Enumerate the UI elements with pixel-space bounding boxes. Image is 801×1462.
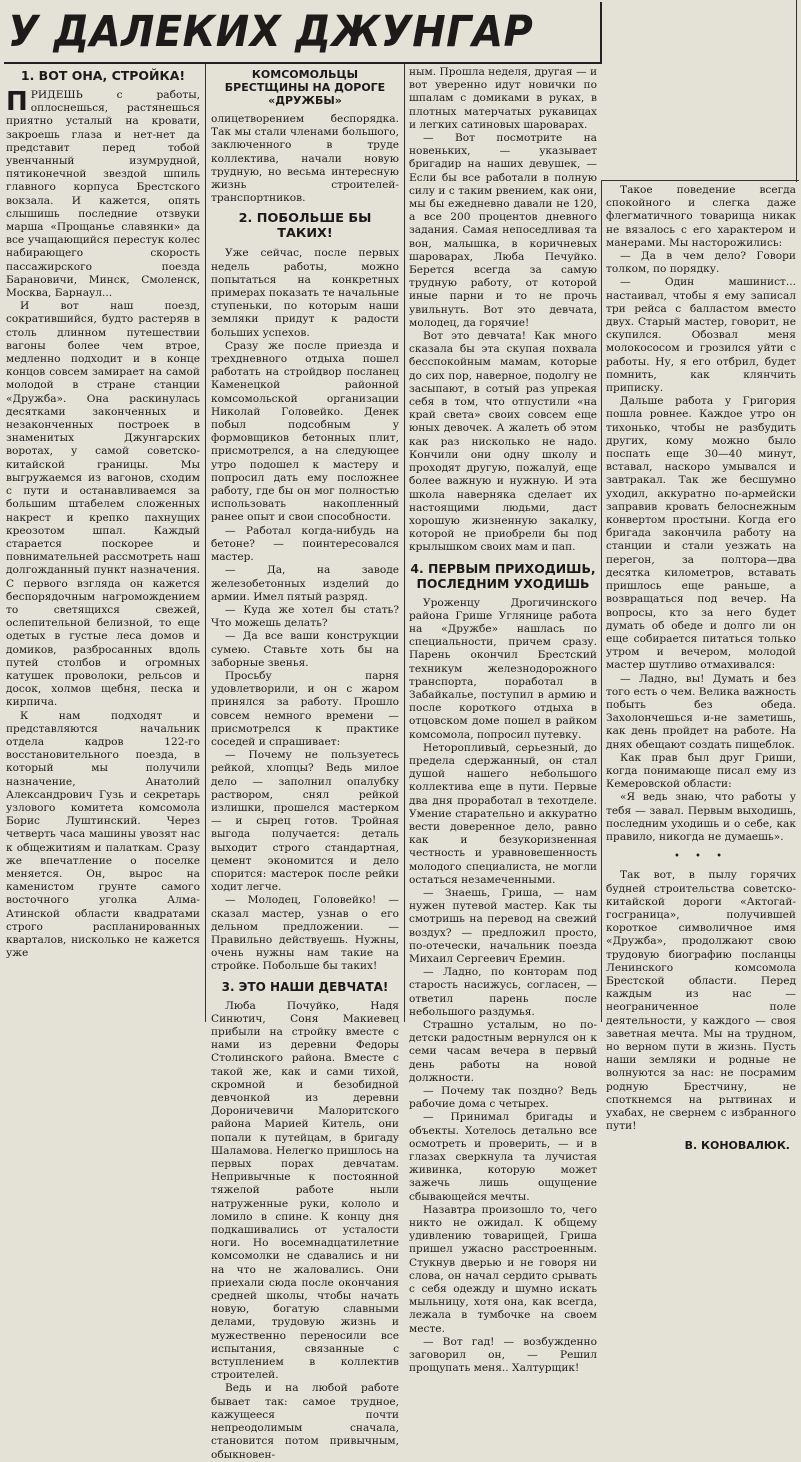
paragraph: олицетворением беспорядка. Так мы стали членами большого, заключенного в труде коллектива, начали новую трудную, но весьма интересную жизнь строителей-транспортников.	[211, 113, 399, 205]
paragraph: — Почему не пользуетесь рейкой, хлопцы? Ведь милое дело — заполнил опалубку раствором, снял рейкой излишки, прошелся мастерком — и сырец готов. Тройная выгода получается: деталь выходит строго стандартная, цемент экономится и дело спорится: мастерок после рейки ходит легче.	[211, 749, 399, 894]
paragraph: Страшно усталым, но по-детски радостным вернулся он к семи часам вечера в первый день работы на новой должности.	[409, 1019, 597, 1084]
paragraph: — Почему так поздно? Ведь рабочие дома с четырех.	[409, 1085, 597, 1111]
paragraph: Так вот, в пылу горячих будней строительства советско-китайской дороги «Актогай-госграница», получившей короткое символичное имя «Дружба», продолжают свою трудовую биографию посланцы Ленинского комсомола Брестской области. Перед каждым из нас — неограниченное поле деятельности, у каждого — своя заветная мечта. Мы на трудном, но верном пути в жизнь. Пусть наши земляки и родные не волнуются за нас: не посрамим родную Брестчину, не споткнемся на рытвинах и ухабах, не свернем с избранного пути!	[606, 869, 796, 1133]
section-1-heading: 1. ВОТ ОНА, СТРОЙКА!	[20, 68, 186, 83]
paragraph: — Вот гад! — возбужденно заговорил он, — Решил прощупать меня.. Халтурщик!	[409, 1335, 597, 1375]
headline: У ДАЛЕКИХ ДЖУНГАР	[8, 7, 534, 57]
paragraph: — Да, на заводе железобетонных изделий до армии. Имел пятый разряд.	[211, 564, 399, 603]
paragraph: Неторопливый, серьезный, до предела сдержанный, он стал душой нашего небольшого коллектива еще в пути. Первые два дня проработал в техотделе. Умение старательно и аккуратно вести доверенное дело, равно как и безукоризненная честность и уравновешенность молодого специалиста, не могли остаться незамеченными.	[409, 741, 597, 886]
paragraph: Ведь и на любой работе бывает так: самое трудное, кажущееся почти непреодолимым сначала, становится потом привычным, обыкновен-	[211, 1382, 399, 1461]
paragraph: Как прав был друг Гриши, когда понимающе писал ему из Кемеровской области:	[606, 751, 796, 791]
section-3-heading: 3. ЭТО НАШИ ДЕВЧАТА!	[221, 979, 389, 994]
paragraph: Люба Почуйко, Надя Синютич, Соня Макиевец прибыли на стройку вместе с нами из деревни Федоры Столинского района. Вместе с такой же, как и сами тихой, скромной и безобидной девчонкой из деревни Дороничевичи Малоритского района Марией Китель, они попали к путейцам, в бригаду Шаламова. Нелегко пришлось на первых порах девчатам. Непривычные к постоянной тяжелой работе ныли натруженные руки, кололо и ломило в спине. К концу дня подкашивались от усталости ноги. Но восемнадцатилетние комсомолки не сдавались и ни на что не жаловались. Они приехали сюда после окончания средней школы, чтобы начать новую, богатую славными делами, трудовую жизнь и мужественно переносили все испытания, связанные с вступлением в коллектив строителей.	[211, 999, 399, 1382]
paragraph: И вот наш поезд, сократившийся, будто растеряв в столь длинном путешествии вагоны более чем втрое, медленно подходит и в конце концов совсем замирает на самой молодой в стране станции «Дружба». Она раскинулась десятками законченных и незаконченных построек в знаменитых Джунгарских воротах, у самой советско-китайской границы. Мы выгружаемся из вагонов, сходим с пути и останавливаемся за большим штабелем сложенных накрест и крепко пахнущих креозотом шпал. Каждый старается поскорее и повнимательней рассмотреть наш долгожданный пункт назначения. С первого взгляда он кажется беспорядочным нагромождением то светящихся свежей, ослепительной белизной, то еще одетых в густые леса домов и домиков, разбросанных вдоль путей столбов и огромных катушек проволоки, рельсов и досок, холмов щебня, песка и кирпича.	[6, 300, 200, 709]
paragraph: «Я ведь знаю, что работы у тебя — завал. Первым выходишь, последним уходишь и о себе, как правило, никогда не думаешь».	[606, 791, 796, 843]
paragraph: — Молодец, Головейко! — сказал мастер, узнав о его дельном предложении. — Правильно действуешь. Нужны, очень нужны нам такие на стройке. Побольше бы таких!	[211, 894, 399, 973]
paragraph: — Куда же хотел бы стать? Что можешь делать?	[211, 603, 399, 630]
paragraph: — Да в чем дело? Говори толком, по порядку.	[606, 250, 796, 276]
paragraph: Сразу же после приезда и трехдневного отдыха пошел работать на стройдвор посланец Каменецкой районной комсомольской организации Николай Головейко. Денек побыл подсобным у формовщиков бетонных плит, присмотрелся, а на следующее утро подошел к мастеру и попросил дать ему посложнее работу, где бы он мог полностью использовать накопленный ранее опыт и свои способности.	[211, 339, 399, 524]
section-1-lead	[6, 89, 200, 300]
paragraph: — Работал когда-нибудь на бетоне? — поинтересовался мастер.	[211, 524, 399, 564]
column-1	[6, 66, 200, 1022]
paragraph: Вот это девчата! Как много сказала бы эта скупая похвала бесспокойным мамам, которые до сих пор, наверное, подолгу не засыпают, в сотый раз упрекая себя в том, что отпустили «на край света» своих совсем еще юных девочек. А жалеть об этом как раз нисколько не надо. Кончили они одну школу и проходят другую, пожалуй, еще более важную и нужную. И эта школа наверняка сделает их настоящими людьми, даст хорошую жизненную закалку, которой не приобрели бы под крылышком своих мам и пап.	[409, 330, 597, 554]
paragraph: Просьбу парня удовлетворили, и он с жаром принялся за работу. Прошло совсем немного времени — присмотрелся к практике соседей и спрашивает:	[211, 669, 399, 748]
column-rule-3	[601, 180, 602, 1022]
paragraph: К нам подходят и представляются начальник отдела кадров 122-го восстановительного поезда, в который мы получили назначение, Анатолий Александрович Гузь и секретарь узлового комитета комсомола Борис Луштинский. Через четверть часа машины увозят нас к общежитиям и палаткам. Сразу же впечатление о поселке меняется. Он, вырос на каменистом грунте самого восточного уголка Алма-Атинской области квадратами строго распланированных кварталов, нисколько не кажется уже	[6, 709, 200, 960]
section-2-heading: 2. ПОБОЛЬШЕ БЫ ТАКИХ!	[238, 211, 372, 242]
column-rule-2	[404, 64, 405, 1022]
paragraph: — Да все ваши конструкции сумею. Ставьте хоть бы на заборные звенья.	[211, 630, 399, 669]
paragraph: Назавтра произошло то, чего никто не ожидал. К общему удивлению товарищей, Гриша пришел ужасно расстроенным. Стукнув дверью и не говоря ни слова, он начал сердито срывать с себя одежду и шумно искать мыльницу, хотя она, как всегда, лежала в тумбочке на своем месте.	[409, 1203, 597, 1335]
paragraph: Дальше работа у Григория пошла ровнее. Каждое утро он тихонько, чтобы не разбудить других, кому можно было поспать еще 30—40 минут, вставал, наскоро умывался и завтракал. Так же бесшумно уходил, аккуратно по-армейски заправив кровать белоснежным конвертом простыни. Когда его бригада закончила работу на станции и стали уезжать на перегон, за полтора—два десятка километров, вставать пришлось еще раньше, а возвращаться под вечер. На вопросы, кто за него будет думать об обеде и долго ли он еще собирается питаться только утром и вечером, молодой мастер шутливо отмахивался:	[606, 395, 796, 672]
paragraph: — Знаешь, Гриша, — нам нужен путевой мастер. Как ты смотришь на перевод на свежий воздух? — предложил просто, по-отечески, начальник поезда Михаил Сергеевич Еремин.	[409, 886, 597, 965]
paragraph: Уроженцу Дрогичинского района Грише Углянице работа на «Дружбе» нашлась по специальности, причем сразу. Парень окончил Брестский техникум железнодорожного транспорта, поработал в Забайкалье, поступил в армию и после короткого отдыха в отцовском доме пошел в райком комсомола, попросил путевку.	[409, 596, 597, 741]
dropcap: П	[6, 87, 28, 117]
paragraph: РИДЕШЬ с работы, оплоснешься, растянешься приятно усталый на кровати, закроешь глаза и нет-нет да представит перед тобой увенчанный изумрудной, пятиконечной звездой шпиль главного корпуса Брестского вокзала. И кажется, опять слышишь последние отзвуки марша «Прощанье славянки» да все учащающийся перестук колес набирающего скорость пассажирского поезда Барановичи, Минск, Смоленск, Москва, Барнаул...	[6, 89, 200, 300]
column-rule-1	[205, 64, 206, 1022]
paragraph: — Ладно, вы! Думать и без того есть о чем. Велика важность побыть без обеда. Захолончешься и-не заметишь, как день пройдет на работе. На днях обещают создать пищеблок.	[606, 672, 796, 751]
paragraph: ным. Прошла неделя, другая — и вот уверенно идут новички по шпалам с домиками в руках, в плотных матерчатых рукавицах и легких сатиновых шароварах.	[409, 66, 597, 131]
paragraph: Уже сейчас, после первых недель работы, можно попытаться на конкретных примерах показать те начальные ступеньки, по которым наши земляки придут к радости больших успехов.	[211, 247, 399, 339]
paragraph: — Ладно, по конторам под старость насижусь, согласен, — ответил парень после небольшого раздумья.	[409, 966, 597, 1018]
column-2	[211, 66, 399, 1461]
column-3	[409, 66, 597, 1375]
column-4	[606, 184, 796, 1153]
page-edge-rule	[796, 0, 797, 182]
paragraph: — Принимал бригады и объекты. Хотелось детально все осмотреть и проверить, — и в глазах сверкнула та лучистая живинка, которую может зажечь лишь ощущение сбывающейся мечты.	[409, 1111, 597, 1203]
section-divider: • • •	[673, 851, 729, 863]
paragraph: — Один машинист... настаивал, чтобы я ему записал три рейса с балластом вместо двух. Старый мастер, говорит, не скупился. Обозвал меня молокососом и грозился уйти с работы. Ну, я его отбрил, будет помнить, как клянчить приписку.	[606, 276, 796, 395]
paragraph: — Вот посмотрите на новеньких, — указывает бригадир на наших девушек, — Если бы все работали в полную силу и с таким рвением, как они, мы бы ежедневно давали не 120, а все 200 процентов дневного задания. Самая непоседливая та вон, малышка, в коричневых шароварах, Люба Печуйко. Берется всегда за самую трудную работу, от которой иные парни и то не прочь увильнуть. Вот это девчата, молодец, да горячие!	[409, 132, 597, 329]
section-4-heading: 4. ПЕРВЫМ ПРИХОДИШЬ, ПОСЛЕДНИМ УХОДИШЬ	[410, 560, 596, 591]
author-signature: В. КОНОВАЛЮК.	[684, 1139, 790, 1153]
paragraph: Такое поведение всегда спокойного и слегка даже флегматичного товарища никак не вязалось с его характером и манерами. Мы насторожились:	[606, 184, 796, 249]
series-heading: КОМСОМОЛЬЦЫ БРЕСТЩИНЫ НА ДОРОГЕ «ДРУЖБЫ»	[224, 68, 386, 107]
column-rule-top	[601, 180, 799, 181]
